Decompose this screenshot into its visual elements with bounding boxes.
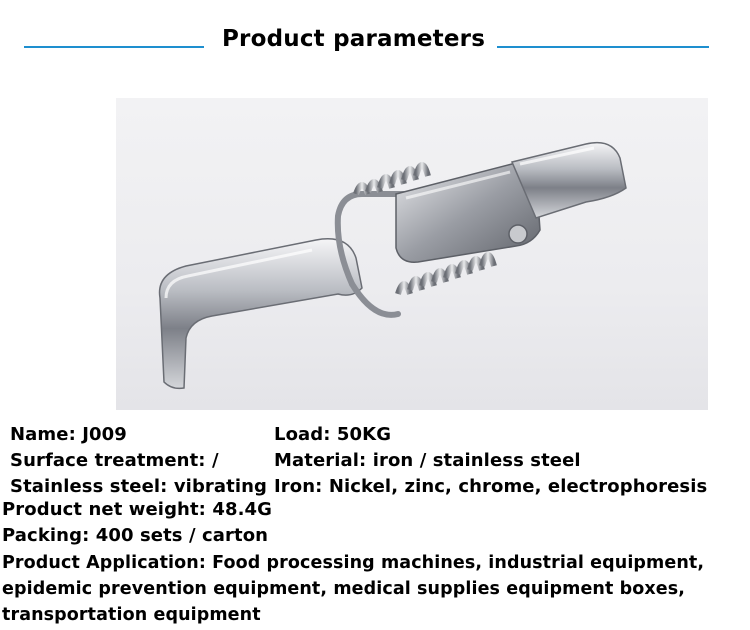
spec-net-weight: Product net weight: 48.4G	[2, 499, 273, 520]
spec-application: Product Application: Food processing machines, industrial equipment, epidemic prevention equipment, medical supplies equipment boxes, transportation equipment	[2, 553, 705, 625]
spec-material: Material: iron / stainless steel	[274, 450, 581, 471]
spec-iron: Iron: Nickel, zinc, chrome, electrophoresis	[274, 476, 708, 497]
product-photo	[116, 98, 708, 410]
latch-icon	[116, 98, 708, 410]
spec-stainless-steel: Stainless steel: vibrating	[10, 476, 268, 497]
spec-load: Load: 50KG	[274, 424, 392, 445]
header-divider-right	[497, 46, 709, 48]
page-title: Product parameters	[222, 26, 486, 52]
spec-surface-treatment: Surface treatment: /	[10, 450, 219, 471]
spec-packing: Packing: 400 sets / carton	[2, 525, 269, 546]
spec-name: Name: J009	[10, 424, 127, 445]
header-divider-left	[24, 46, 204, 48]
